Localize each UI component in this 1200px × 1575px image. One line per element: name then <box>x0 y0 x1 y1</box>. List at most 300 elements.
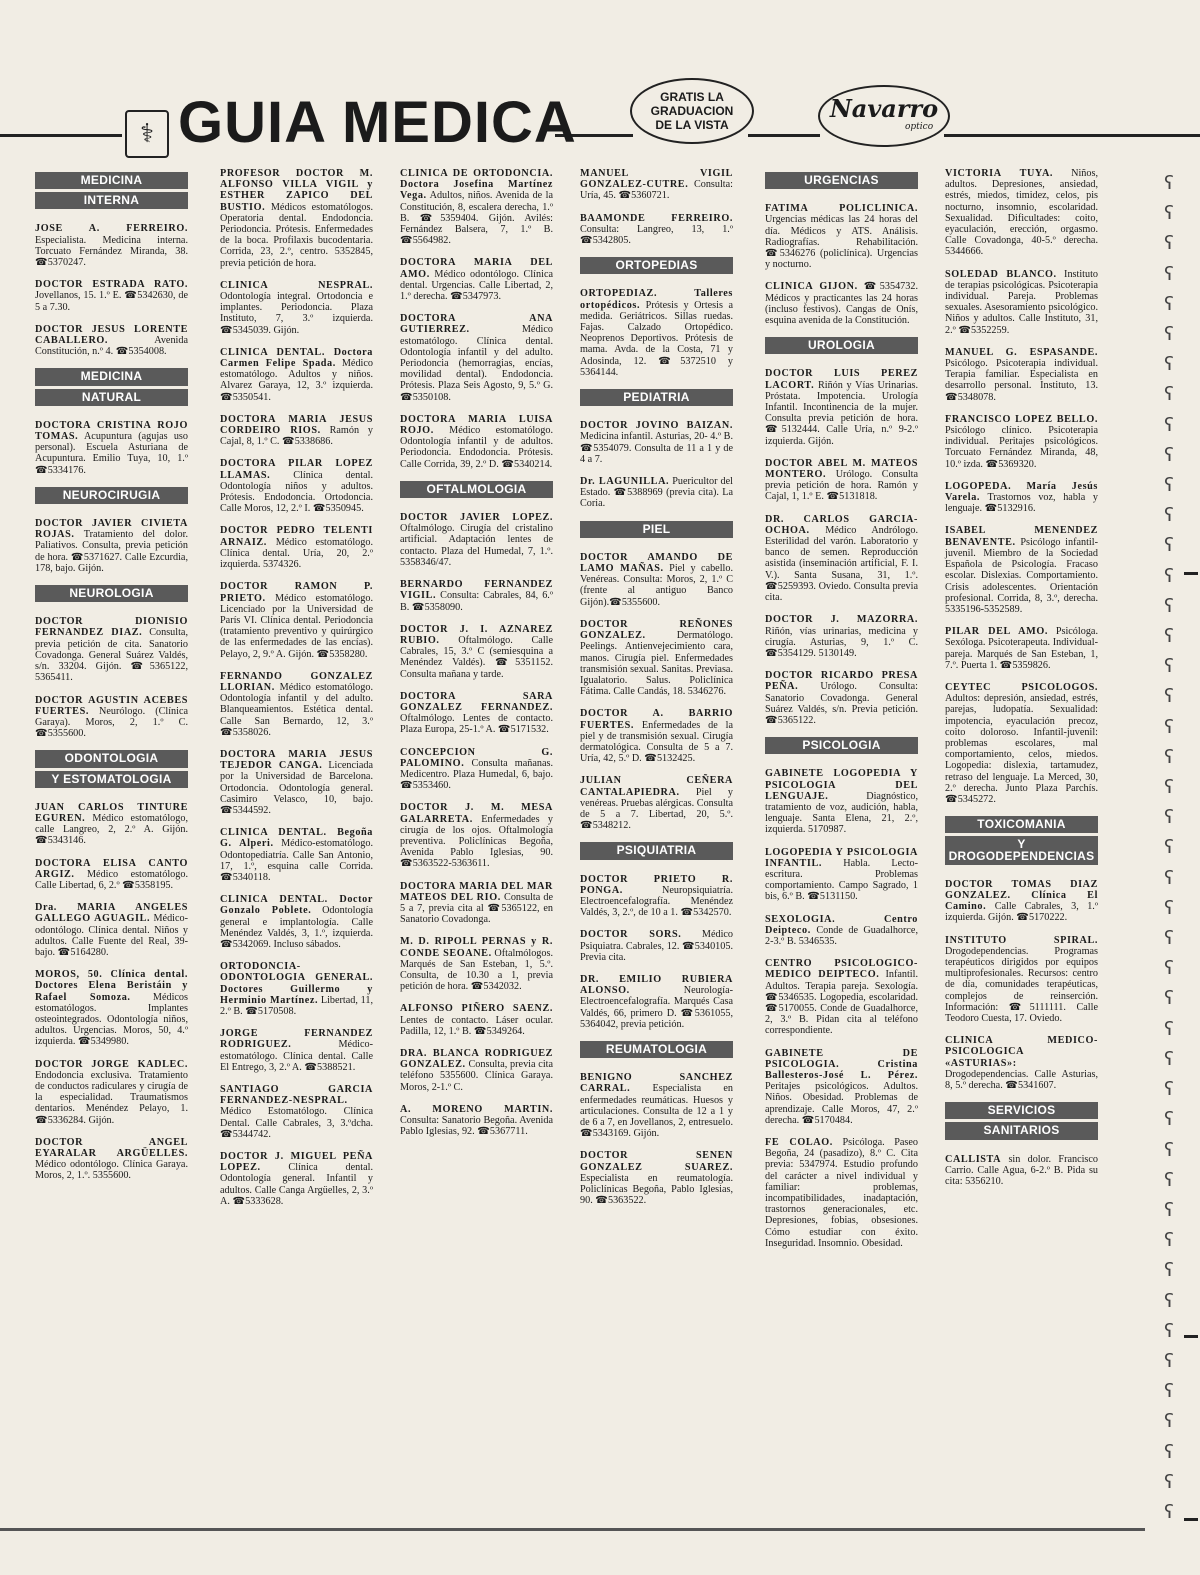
listing-entry <box>945 414 1098 470</box>
listing-name: DOCTOR JAVIER LOPEZ. <box>400 512 553 524</box>
seahorse-icon: ʕ <box>1164 474 1174 497</box>
section-header <box>765 337 918 354</box>
listing-name: DOCTOR JORGE KADLEC. <box>35 1058 188 1070</box>
listing-name: LOGOPEDA. María Jesús Varela. <box>945 480 1098 504</box>
listing-entry <box>765 958 918 1036</box>
column-3 <box>400 168 553 1148</box>
listing-details: Dermatólogo. Peelings. Antienvejecimiento cara, manos. Cirugía piel. Enfermedades transmisión sexual. Sanitas. Previasa. Igualatorio. Salus. Policlínica Fátima. Calle Candás, 18. 5346276. <box>580 630 733 698</box>
listing-entry <box>220 414 373 448</box>
listing-name: DOCTOR PRIETO R. PONGA. <box>580 873 733 896</box>
seahorse-icon: ʕ <box>1164 534 1174 557</box>
listing-details: Consulta: Cabrales, 84, 6.º B. ☎5358090. <box>400 590 553 613</box>
listing-name: DOCTOR RICARDO PRESA PEÑA. <box>765 670 918 693</box>
listing-name: CLINICA GIJON. <box>765 281 858 293</box>
listing-entry <box>765 1137 918 1249</box>
listing-details: Odontología general e implantología. Calle Menéndez Valdés, 3, 1.º, izquierda. ☎5342069. Incluso sábados. <box>220 905 373 950</box>
listing-details: Psicólogo. Psicoterapia individual. Terapia familiar. Especialista en desarrollo personal. Instituto, 13. ☎5348078. <box>945 358 1098 403</box>
listing-details: Enfermedades y cirugía de los ojos. Oftalmología preventiva. Policlínicas Begoña, Avenida Pablo Iglesias, 90. ☎5363522-5363611. <box>400 813 553 870</box>
listing-name: FERNANDO GONZALEZ LLORIAN. <box>220 670 373 693</box>
listing-name: CALLISTA <box>945 1153 1002 1165</box>
listing-entry <box>765 514 918 604</box>
listing-name: DOCTOR LUIS PEREZ LACORT. <box>765 368 918 391</box>
promo-badge <box>630 78 754 144</box>
listing-entry <box>580 552 733 608</box>
seahorse-icon: ʕ <box>1164 202 1174 225</box>
listing-entry <box>220 827 373 883</box>
listing-details: Psicólogo infantil-juvenil. Miembro de la Sociedad Española de Psicología. Fracaso escolar. Dislexias. Comportamiento. Crisis adolescentes. Orientación profesional. Corrida, 8, 3.º, derecha. 5335196-5352589. <box>945 536 1098 615</box>
listing-entry <box>580 476 733 510</box>
seahorse-icon: ʕ <box>1164 594 1174 617</box>
listing-details: Neuropsiquiatría. Electroencefalografía. Menéndez Valdés, 3, 2.º, de 10 a 1. ☎5342570. <box>580 884 733 919</box>
listing-entry <box>580 619 733 697</box>
section-header <box>580 257 733 274</box>
seahorse-icon: ʕ <box>1164 625 1174 648</box>
listing-entry <box>580 929 733 963</box>
seahorse-icon: ʕ <box>1164 1017 1174 1040</box>
listing-entry <box>765 368 918 446</box>
listing-details: Médico estomatólogo. Clínica dental. Odontología infantil y del adulto. Periodoncia (hemorragias, encías, movilidad dental). Endodoncia. Prótesis. Plaza Seis Agosto, 9, 5.º G. ☎5350108. <box>400 324 553 403</box>
section-header-label: PSIQUIATRIA <box>580 842 733 859</box>
listing-details: Libertad, 11, 2.º B. ☎5170508. <box>220 994 373 1017</box>
listing-entry <box>580 213 733 247</box>
listing-details: Peritajes psicológicos. Adultos. Niños. Obesidad. Problemas de aprendizaje. Calle Moros, 47, 2.º derecha. ☎5170484. <box>765 1081 918 1126</box>
listing-entry <box>580 1072 733 1139</box>
section-header-label: NEUROCIRUGIA <box>35 487 188 504</box>
promo-line: GRADUACION <box>650 104 734 118</box>
listing-details: Trastornos voz, habla y lenguaje. ☎5132916. <box>945 492 1098 515</box>
listing-entry <box>220 1151 373 1207</box>
listing-name: DOCTOR ANGEL EYARALAR ARGÜELLES. <box>35 1136 188 1159</box>
section-header-label: PIEL <box>580 521 733 538</box>
listing-details: Especialista en reumatología. Policlínicas Begoña, Pablo Iglesias, 90. ☎5363522. <box>580 1172 733 1207</box>
listing-name: A. MORENO MARTIN. <box>400 1103 553 1115</box>
listing-details: Consulta: Uría, 45. ☎5360721. <box>580 179 733 202</box>
listing-name: SANTIAGO GARCIA FERNANDEZ-NESPRAL. <box>220 1084 373 1107</box>
listing-details: Endodoncia exclusiva. Tratamiento de conductos radiculares y cirugía de la especialidad. Traumatismos dentarios. Menéndez Pelayo, 1. ☎5336284. Gijón. <box>35 1069 188 1126</box>
promo-line: DE LA VISTA <box>655 118 729 132</box>
listing-details: Psicóloga. Sexóloga. Psicoterapeuta. Individual-pareja. Marqués de San Esteban, 1, 7.º. Puerta 1. ☎5359826. <box>945 626 1098 671</box>
section-header <box>35 368 188 405</box>
section-header <box>580 521 733 538</box>
seahorse-icon: ʕ <box>1164 896 1174 919</box>
listing-details: Infantil. Adultos. Terapia pareja. Sexología. ☎5346535. Logopedia, escolaridad. ☎5170055. Conde de Guadalhorce, 2, 3.º B. Pidan cita al teléfono correspondiente. <box>765 969 919 1037</box>
seahorse-icon: ʕ <box>1164 564 1174 587</box>
listing-entry <box>945 626 1098 671</box>
listing-entry <box>945 1154 1098 1188</box>
listing-details: Médico Psiquiatra. Cabrales, 12. ☎5340105. Previa cita. <box>580 929 734 963</box>
listing-details: Conde de Guadalhorce, 2-3.º B. 5346535. <box>765 924 918 947</box>
seahorse-icon: ʕ <box>1164 957 1174 980</box>
section-header <box>765 737 918 754</box>
listing-name: CLINICA DENTAL. Begoña G. Alperi. <box>220 827 373 850</box>
listing-details: Consulta mañanas. Medicentro. Plaza Humedal, 6, bajo. ☎5353460. <box>400 757 553 792</box>
listing-entry <box>580 708 733 764</box>
listing-entry <box>220 894 373 950</box>
listing-name: DOCTOR RAMON P. PRIETO. <box>220 581 373 604</box>
listing-details: Médico Estomatólogo. Clínica Dental. Calle Cabrales, 3, 3.ºdcha. ☎5344742. <box>220 1106 373 1140</box>
seahorse-icon: ʕ <box>1164 1440 1174 1463</box>
seahorse-icon: ʕ <box>1164 715 1174 738</box>
listing-name: DOCTORA MARIA DEL MAR MATEOS DEL RIO. <box>400 880 553 903</box>
seahorse-icon: ʕ <box>1164 353 1174 376</box>
section-header-label: SERVICIOS <box>945 1102 1098 1119</box>
listing-details: Avenida Constitución, n.º 4. ☎5354008. <box>35 335 188 358</box>
seahorse-icon: ʕ <box>1164 292 1174 315</box>
listing-details: Medicina infantil. Asturias, 20- 4.º B. ☎5354079. Consulta de 11 a 1 y de 4 a 7. <box>580 431 733 465</box>
listing-entry <box>400 313 553 403</box>
listing-entry <box>220 961 373 1017</box>
column-5 <box>765 168 918 1260</box>
listing-details: Urólogo. Consulta previa petición de hora. Ramón y Cajal, 1, 1.º E. ☎5131818. <box>765 469 918 503</box>
listing-name: CLINICA DENTAL. Doctora Carmen Felipe Spada. <box>220 346 373 370</box>
column-6 <box>945 168 1098 1198</box>
listing-details: Prótesis y Ortesis a medida. Geriátricos. Sillas ruedas. Fajas. Calzado Ortopédico. Neoprenos Deportivos. Prótesis de mama. Avda. de la Costa, 71 y Adosinda, 12. ☎5372510 y 5364144. <box>580 299 733 378</box>
listing-name: DR. EMILIO RUBIERA ALONSO. <box>580 973 733 997</box>
listing-details: Adultos, niños. Avenida de la Constitución, 8, escalera derecha, 1.º B. ☎5359404. Gijón. Avilés: Fernández Balsera, 7, 1.º B. ☎5564982. <box>400 190 554 247</box>
listing-name: JORGE FERNANDEZ RODRIGUEZ. <box>220 1028 373 1051</box>
column-1 <box>35 168 188 1193</box>
listing-details: Médico-estomatólogo. Odontopediatría. Calle San Antonio, 17, 1.º, esquina calle Corrida. ☎5340118. <box>220 838 374 883</box>
seahorse-icon: ʕ <box>1164 1410 1174 1433</box>
listing-name: LOGOPEDIA Y PSICOLOGIA INFANTIL. <box>765 846 918 869</box>
section-header <box>580 1041 733 1058</box>
listing-details: Puericultor del Estado. ☎5388969 (previa cita). La Coria. <box>580 476 733 510</box>
listing-entry <box>580 1150 733 1206</box>
brand-sub: optico <box>905 122 934 132</box>
listing-details: Enfermedades de la piel y de transmisión sexual. Cirugía dermatológica. Consulta de 5 a 7. Uría, 42, 5.º D. ☎5132425. <box>580 719 734 765</box>
seahorse-icon: ʕ <box>1164 655 1174 678</box>
header-rule-right <box>944 134 1200 137</box>
seahorse-icon: ʕ <box>1164 262 1174 285</box>
seahorse-icon: ʕ <box>1164 413 1174 436</box>
listing-details: Psicóloga. Paseo Begoña, 24 (pasadizo), 8.º C. Cita previa: 5347974. Estudio profundo del carácter a nivel individual y familiar: problemas, incompatibilidades, inadaptación, trastornos generacionales, etc. Depresiones, fobias, obsesiones. Cómo estudiar con éxito. Inseguridad. Insomnio. Obesidad. <box>765 1137 918 1249</box>
listing-details: Consulta, previa cita teléfono 5355600. Clínica Garaya. Moros, 2-1.º C. <box>400 1059 554 1093</box>
listing-entry <box>765 281 918 326</box>
margin-tick <box>1184 1335 1198 1338</box>
section-header <box>945 1102 1098 1139</box>
listing-entry <box>35 616 188 683</box>
listing-details: sin dolor. Francisco Carrio. Calle Agua, 6-2.º B. Pida su cita: 5356210. <box>945 1153 1099 1188</box>
seahorse-icon: ʕ <box>1164 1138 1174 1161</box>
listing-entry <box>945 1035 1098 1091</box>
listing-details: Odontología integral. Ortodoncia e implantes. Periodoncia. Plaza Instituto, 7, 3.º izquierda. ☎5345039. Gijón. <box>220 291 373 336</box>
section-header <box>35 487 188 504</box>
seahorse-icon: ʕ <box>1164 1108 1174 1131</box>
listing-entry <box>400 512 553 568</box>
listing-entry <box>220 168 373 269</box>
listing-details: Oftalmólogo. Lentes de contacto. Plaza Europa, 25-1.º A. ☎5171532. <box>400 713 553 736</box>
listing-details: Médico estomatólogo, calle Langreo, 2, 2.º A. Gijón. ☎5343146. <box>35 812 188 847</box>
listing-name: FRANCISCO LOPEZ BELLO. <box>945 413 1098 425</box>
section-header-label: Y ESTOMATOLOGIA <box>35 771 188 788</box>
listing-details: Psicólogo clínico. Psicoterapia individual. Peritajes psicológicos. Torcuato Fernández Miranda, 48, 10.º izda. ☎5369320. <box>945 425 1098 470</box>
listing-details: Especialista. Medicina interna. Torcuato Fernández Miranda, 38. ☎5370247. <box>35 234 188 269</box>
listing-name: DOCTOR TOMAS DIAZ GONZALEZ. Clínica El Camino. <box>945 878 1098 913</box>
listing-name: DOCTOR J. M. MESA GALARRETA. <box>400 802 553 825</box>
listing-details: Médico estomatólogo. Calle Libertad, 6, 2.º ☎5358195. <box>35 868 189 891</box>
listing-details: Consulta, previa petición de cita. Sanatorio Covadonga. General Suárez Valdés, s/n. 33204. Gijón. ☎5365122, 5365411. <box>35 627 188 684</box>
section-header <box>35 585 188 602</box>
listing-details: Consulta de 5 a 7, previa cita al ☎5365122, en Sanatorio Covadonga. <box>400 891 554 926</box>
listing-name: PILAR DEL AMO. <box>945 626 1048 638</box>
listing-name: DOCTOR J. I. AZNAREZ RUBIO. <box>400 623 553 646</box>
listing-name: ISABEL MENENDEZ BENAVENTE. <box>945 525 1098 548</box>
listing-name: BENIGNO SANCHEZ CARRAL. <box>580 1072 733 1095</box>
listing-entry <box>945 481 1098 515</box>
listing-details: Piel y cabello. Venéreas. Consulta: Moros, 2, 1.º C (frente al antiguo Banco Gijón).☎5355600. <box>580 563 734 608</box>
listing-name: SOLEDAD BLANCO. <box>945 268 1057 280</box>
listing-entry <box>765 768 918 835</box>
listing-entry <box>400 414 553 470</box>
listing-entry <box>945 879 1098 924</box>
listing-details: Médico odontólogo. Clínica Garaya. Moros, 2, 1.º. 5355600. <box>35 1159 188 1182</box>
listing-name: DOCTOR J. MIGUEL PEÑA LOPEZ. <box>220 1151 373 1174</box>
listing-entry <box>35 695 188 740</box>
listing-details: Clínica dental. Odontología general. Infantil y adultos. Calle Canga Argüelles, 2, 3.º A. ☎5333628. <box>220 1162 373 1207</box>
listing-entry <box>945 168 1098 258</box>
listing-name: DOCTORA MARIA JESUS TEJEDOR CANGA. <box>220 748 373 772</box>
listing-name: DOCTOR REÑONES GONZALEZ. <box>580 618 733 642</box>
listing-entry <box>220 280 373 336</box>
listing-details: Oftalmólogo. Cirugía del cristalino artificial. Adaptación lentes de contacto. Plaza del Humedal, 7, 1.º. 5358346/47. <box>400 523 553 568</box>
listing-name: DOCTOR J. MAZORRA. <box>765 614 918 626</box>
listing-name: DOCTOR JOVINO BAIZAN. <box>580 420 733 432</box>
listing-entry <box>765 1048 918 1126</box>
seahorse-icon: ʕ <box>1164 806 1174 829</box>
listing-details: Neurología-Electroencefalografía. Marqués Casa Valdés, 66, primero D. ☎5361055, 5364042, previa petición. <box>580 985 733 1030</box>
listing-name: DOCTOR AMANDO DE LAMO MAÑAS. <box>580 551 733 575</box>
listing-details: Médico estomatólogo. Odontología infantil y del adulto. Blanqueamientos. Estética dental. Calle San Bernardo, 12, 3.º ☎5358026. <box>220 681 373 738</box>
listing-entry <box>400 624 553 680</box>
listing-name: CLINICA NESPRAL. <box>220 279 373 291</box>
listing-name: SEXOLOGIA. Centro Deipteco. <box>765 913 918 936</box>
listing-name: MANUEL VIGIL GONZALEZ-CUTRE. <box>580 168 733 191</box>
brand-logo <box>818 85 950 147</box>
listing-entry <box>945 347 1098 403</box>
listing-details: Instituto de terapias psicológicas. Psicoterapia individual. Pareja. Problemas sexuales. Asesoramiento psicológico. Niños y adultos. Calle Instituto, 31, 2.º ☎5352259. <box>945 268 1099 336</box>
listing-entry <box>400 936 553 992</box>
listing-name: CLINICA MEDICO-PSICOLOGICA «ASTURIAS»: <box>945 1035 1098 1069</box>
listing-name: MANUEL G. ESPASANDE. <box>945 346 1098 358</box>
listing-entry <box>945 269 1098 336</box>
listing-details: Médicos estomatólogos. Implantes osteointegrados. Odontología niños, adultos. Urgencias. Moros, 50, 4.º izquierda. ☎5349980. <box>35 991 188 1048</box>
listing-name: DOCTOR JESUS LORENTE CABALLERO. <box>35 323 188 347</box>
listing-entry <box>220 749 373 816</box>
listing-entry <box>35 420 188 476</box>
listing-entry <box>220 525 373 570</box>
listing-entry <box>580 420 733 465</box>
listing-details: Ramón y Cajal, 8, 1.º C. ☎5338686. <box>220 425 373 448</box>
listing-entry <box>35 518 188 574</box>
seahorse-icon: ʕ <box>1164 1289 1174 1312</box>
listing-entry <box>765 614 918 659</box>
listing-entry <box>580 288 733 378</box>
listing-details: Lentes de contacto. Láser ocular. Padilla, 12, 1.º B. ☎5349264. <box>400 1014 553 1037</box>
section-header <box>35 750 188 787</box>
seahorse-icon: ʕ <box>1164 504 1174 527</box>
seahorse-icon: ʕ <box>1164 172 1174 194</box>
section-header-label: NEUROLOGIA <box>35 585 188 602</box>
listing-entry <box>945 525 1098 615</box>
seahorse-icon: ʕ <box>1164 745 1174 768</box>
listing-name: INSTITUTO SPIRAL. <box>945 934 1098 946</box>
listing-details: Habla. Lecto-escritura. Problemas comportamiento. Campo Sagrado, 1 bis, 6.º B. ☎5131150. <box>765 857 918 903</box>
section-header-label: PSICOLOGIA <box>765 737 918 754</box>
page-title: GUIA MEDICA <box>178 90 577 155</box>
seahorse-icon: ʕ <box>1164 776 1174 799</box>
listing-name: ORTOPEDIAZ. Talleres ortopédicos. <box>580 288 733 311</box>
seahorse-icon: ʕ <box>1164 1047 1174 1070</box>
listing-details: Riñón y Vías Urinarias. Próstata. Impotencia. Urología Infantil. Incontinencia de la mujer. Consulta previa petición de hora. ☎5132444. Calle Uría, n.º 9-2.º izquierda. Gijón. <box>765 379 919 447</box>
listing-entry <box>945 682 1098 805</box>
seahorse-icon: ʕ <box>1164 1319 1174 1342</box>
listing-details: Médico estomatólogo. Licenciado por la Universidad de París VI. Clínica dental. Periodoncia (tratamiento preventivo y quirúrgico de las enfermedades de las encías). Pelayo, 2, 9.º A. Gijón. ☎5358280. <box>220 592 373 660</box>
listing-name: DRA. BLANCA RODRIGUEZ GONZALEZ. <box>400 1048 553 1071</box>
listing-name: DOCTOR SENEN GONZALEZ SUAREZ. <box>580 1150 733 1173</box>
listing-entry <box>400 1048 553 1093</box>
seahorse-icon: ʕ <box>1164 987 1174 1010</box>
listing-name: ALFONSO PIÑERO SAENZ. <box>400 1003 553 1015</box>
seahorse-icon: ʕ <box>1164 1259 1174 1282</box>
listing-details: Especialista en enfermedades reumáticas. Huesos y articulaciones. Consulta de 12 a 1 y de 6 a 7, en Jovellanos, 2, entresuelo. ☎5343169. Gijón. <box>580 1083 733 1140</box>
listing-entry <box>580 775 733 831</box>
listing-name: Dr. LAGUNILLA. <box>580 476 670 488</box>
listing-name: VICTORIA TUYA. <box>945 168 1054 179</box>
listing-name: JULIAN CEÑERA CANTALAPIEDRA. <box>580 775 733 798</box>
listing-name: DOCTORA ANA GUTIERREZ. <box>400 313 553 336</box>
listing-name: CONCEPCION G. PALOMINO. <box>400 746 553 769</box>
listing-entry <box>35 1059 188 1126</box>
listing-details: Médico odontólogo. Clínica dental. Urgencias. Calle Libertad, 2, 1.º derecha. ☎5347973. <box>400 268 553 303</box>
listing-name: M. D. RIPOLL PERNAS y R. CONDE SEOANE. <box>400 936 553 959</box>
listing-name: FE COLAO. <box>765 1137 833 1149</box>
listing-details: Consulta: Sanatorio Begoña. Avenida Pablo Iglesias, 92. ☎5367711. <box>400 1115 553 1138</box>
listing-entry <box>35 969 188 1047</box>
listing-name: DOCTORA PILAR LOPEZ LLAMAS. <box>220 458 373 481</box>
listing-name: MOROS, 50. Clínica dental. Doctores Elena Beristáin y Rafael Somoza. <box>35 969 188 1003</box>
listing-details: Médico estomatólogo. Odontología infantil y de adultos. Periodoncia. Endodoncia. Prótesis. Calle Corrida, 39, 2.º D. ☎5340214. <box>400 425 554 470</box>
listing-details: Clínica dental. Odontología niños y adultos. Prótesis. Endodoncia. Ortodoncia. Calle Moros, 12, 2.º I. ☎5350945. <box>220 469 373 515</box>
listing-name: GABINETE LOGOPEDIA Y PSICOLOGIA DEL LENGUAJE. <box>765 768 918 802</box>
seahorse-icon: ʕ <box>1164 232 1174 255</box>
listing-entry <box>400 579 553 613</box>
listing-entry <box>400 168 553 246</box>
listing-name: Dra. MARIA ANGELES GALLEGO AGUAGIL. <box>35 902 188 925</box>
brand-name: Navarro <box>829 94 939 123</box>
section-header <box>400 481 553 498</box>
listing-entry <box>765 670 918 726</box>
listing-name: CLINICA DE ORTODONCIA. Doctora Josefina Martínez Vega. <box>400 168 553 202</box>
listing-details: Médico estomatólogo. Clínica dental. Uría, 20, 2.º izquierda. 5374326. <box>220 536 373 571</box>
seahorse-icon: ʕ <box>1164 443 1174 466</box>
section-header <box>765 172 918 189</box>
seahorse-icon: ʕ <box>1164 1229 1174 1252</box>
listing-name: JUAN CARLOS TINTURE EGUREN. <box>35 801 188 824</box>
listing-entry <box>220 1028 373 1073</box>
listing-details: Médico-estomatólogo. Clínica dental. Calle El Entrego, 3, 2.º A. ☎5388521. <box>220 1039 373 1073</box>
listing-name: FATIMA POLICLINICA. <box>765 203 918 215</box>
section-header <box>580 842 733 859</box>
header-rule-left <box>0 134 122 137</box>
promo-line: GRATIS LA <box>660 90 724 104</box>
margin-tick <box>1184 1518 1198 1521</box>
seahorse-icon: ʕ <box>1164 1168 1174 1191</box>
listing-details: Diagnóstico, tratamiento de voz, audición, habla, lenguaje. Santa Elena, 21, 2.º, izquierda. 5170987. <box>765 790 918 836</box>
listing-name: DOCTOR ABEL M. MATEOS MONTERO. <box>765 457 918 481</box>
listing-details: Tratamiento del dolor. Paliativos. Consulta, previa petición de hora. ☎5371627. Calle Ezcurdia, 178, bajo. Gijón. <box>35 529 188 574</box>
seahorse-icon: ʕ <box>1164 1198 1174 1221</box>
section-header-label: TOXICOMANIA <box>945 816 1098 833</box>
listing-entry <box>400 881 553 926</box>
section-header-label: INTERNA <box>35 192 188 209</box>
listing-entry <box>400 747 553 792</box>
header-rule-mid2 <box>748 134 820 137</box>
column-4 <box>580 168 733 1217</box>
section-header-label: UROLOGIA <box>765 337 918 354</box>
listing-details: Licenciada por la Universidad de Barcelona. Ortodoncia. Odontología general. Casimiro Velasco, 10, bajo. ☎5344592. <box>220 760 374 816</box>
listing-name: DOCTORA SARA GONZALEZ FERNANDEZ. <box>400 690 553 713</box>
listing-name: DOCTORA MARIA DEL AMO. <box>400 257 553 280</box>
listing-entry <box>400 802 553 869</box>
listing-name: DOCTORA MARIA JESUS CORDEIRO RIOS. <box>220 413 373 437</box>
listing-entry <box>35 858 188 892</box>
listing-entry <box>400 1003 553 1037</box>
seahorse-icon: ʕ <box>1164 836 1174 859</box>
listing-details: Oftalmólogo. Calle Cabrales, 15, 3.º C (semiesquina a Menéndez Valdés). ☎5351152. Consulta mañana y tarde. <box>400 634 553 680</box>
listing-name: CENTRO PSICOLOGICO-MEDICO DEIPTECO. <box>765 958 918 981</box>
listing-entry <box>400 257 553 302</box>
caduceus-icon: ⚕ <box>125 110 169 158</box>
listing-details: Piel y venéreas. Pruebas alérgicas. Consulta de 5 a 7. Libertad, 20, 5.º. ☎5348212. <box>580 786 733 832</box>
section-header <box>35 172 188 209</box>
listing-entry <box>765 458 918 503</box>
listing-details: Drogodependencias. Calle Asturias, 8, 5.º derecha. ☎5341607. <box>945 1068 1098 1092</box>
section-header-label: PEDIATRIA <box>580 389 733 406</box>
listing-name: DOCTOR PEDRO TELENTI ARNAIZ. <box>220 525 373 548</box>
listing-name: CLINICA DENTAL. Doctor Gonzalo Poblete. <box>220 894 373 917</box>
section-header-label: REUMATOLOGIA <box>580 1041 733 1058</box>
listing-entry <box>765 914 918 948</box>
listing-details: Oftalmólogos. Marqués de San Esteban, 1, 5.º. Consulta, de 10.30 a 1, previa petición de hora. ☎5342032. <box>400 947 553 993</box>
listing-entry <box>580 168 733 202</box>
listing-name: DOCTOR SORS. <box>580 929 682 941</box>
listing-entry <box>945 935 1098 1025</box>
column-2 <box>220 168 373 1218</box>
listing-entry <box>220 1084 373 1140</box>
listing-name: CEYTEC PSICOLOGOS. <box>945 681 1098 693</box>
section-header-label: MEDICINA <box>35 172 188 189</box>
listing-details: Médico-odontólogo. Clínica dental. Niños y adultos. Calle Fuente del Real, 39-bajo. ☎5164280. <box>35 913 189 958</box>
section-header-label: URGENCIAS <box>765 172 918 189</box>
seahorse-icon-strip <box>1161 168 1177 1527</box>
listing-name: DOCTOR DIONISIO FERNANDEZ DIAZ. <box>35 616 188 639</box>
listing-entry <box>400 1104 553 1138</box>
listing-name: BAAMONDE FERREIRO. <box>580 212 733 224</box>
listing-name: DOCTOR AGUSTIN ACEBES FUERTES. <box>35 694 188 717</box>
listing-details: Médicos estomatólogos. Operatoria dental. Endodoncia. Periodoncia. Prótesis. Enfermedades de la boca. Profilaxis bucodentaria. Corrida, 23, 2.º, centro. 5352845, previa petición de hora. <box>220 201 373 269</box>
section-header-label: ODONTOLOGIA <box>35 750 188 767</box>
listing-entry <box>765 203 918 270</box>
listing-details: Niños, adultos. Depresiones, ansiedad, estrés, miedos, timidez, celos, pis nocturno, insomnio, escolaridad. Sexualidad. Dificultades: coito, eyaculación, erección, orgasmo. Calle Covadonga, 40-5.º derecha. 5344666. <box>945 168 1098 258</box>
seahorse-icon: ʕ <box>1164 1349 1174 1372</box>
listing-details: Adultos: depresión, ansiedad, estrés, parejas, ludopatía. Sexualidad: impotencia, eyaculación precoz, coito doloroso. Infantil-juvenil: problemas escolares, mal comportamiento, celos, miedos. Logopedia: dislexia, tartamudez, retraso del lenguaje. La Merced, 30, 2.º derecha. Junto Plaza Parchís. ☎5345272. <box>945 693 1098 805</box>
listing-name: DOCTORA CRISTINA ROJO TOMAS. <box>35 419 188 443</box>
listing-name: BERNARDO FERNANDEZ VIGIL. <box>400 579 553 602</box>
listing-name: DOCTOR JAVIER CIVIETA ROJAS. <box>35 518 188 541</box>
listing-details: Acupuntura (agujas uso personal). Escuela Asturiana de Acupuntura. Emilio Tuya, 10, 1.º ☎5334176. <box>35 431 188 476</box>
listing-entry <box>220 458 373 514</box>
listing-name: DR. CARLOS GARCIA-OCHOA. <box>765 513 918 536</box>
